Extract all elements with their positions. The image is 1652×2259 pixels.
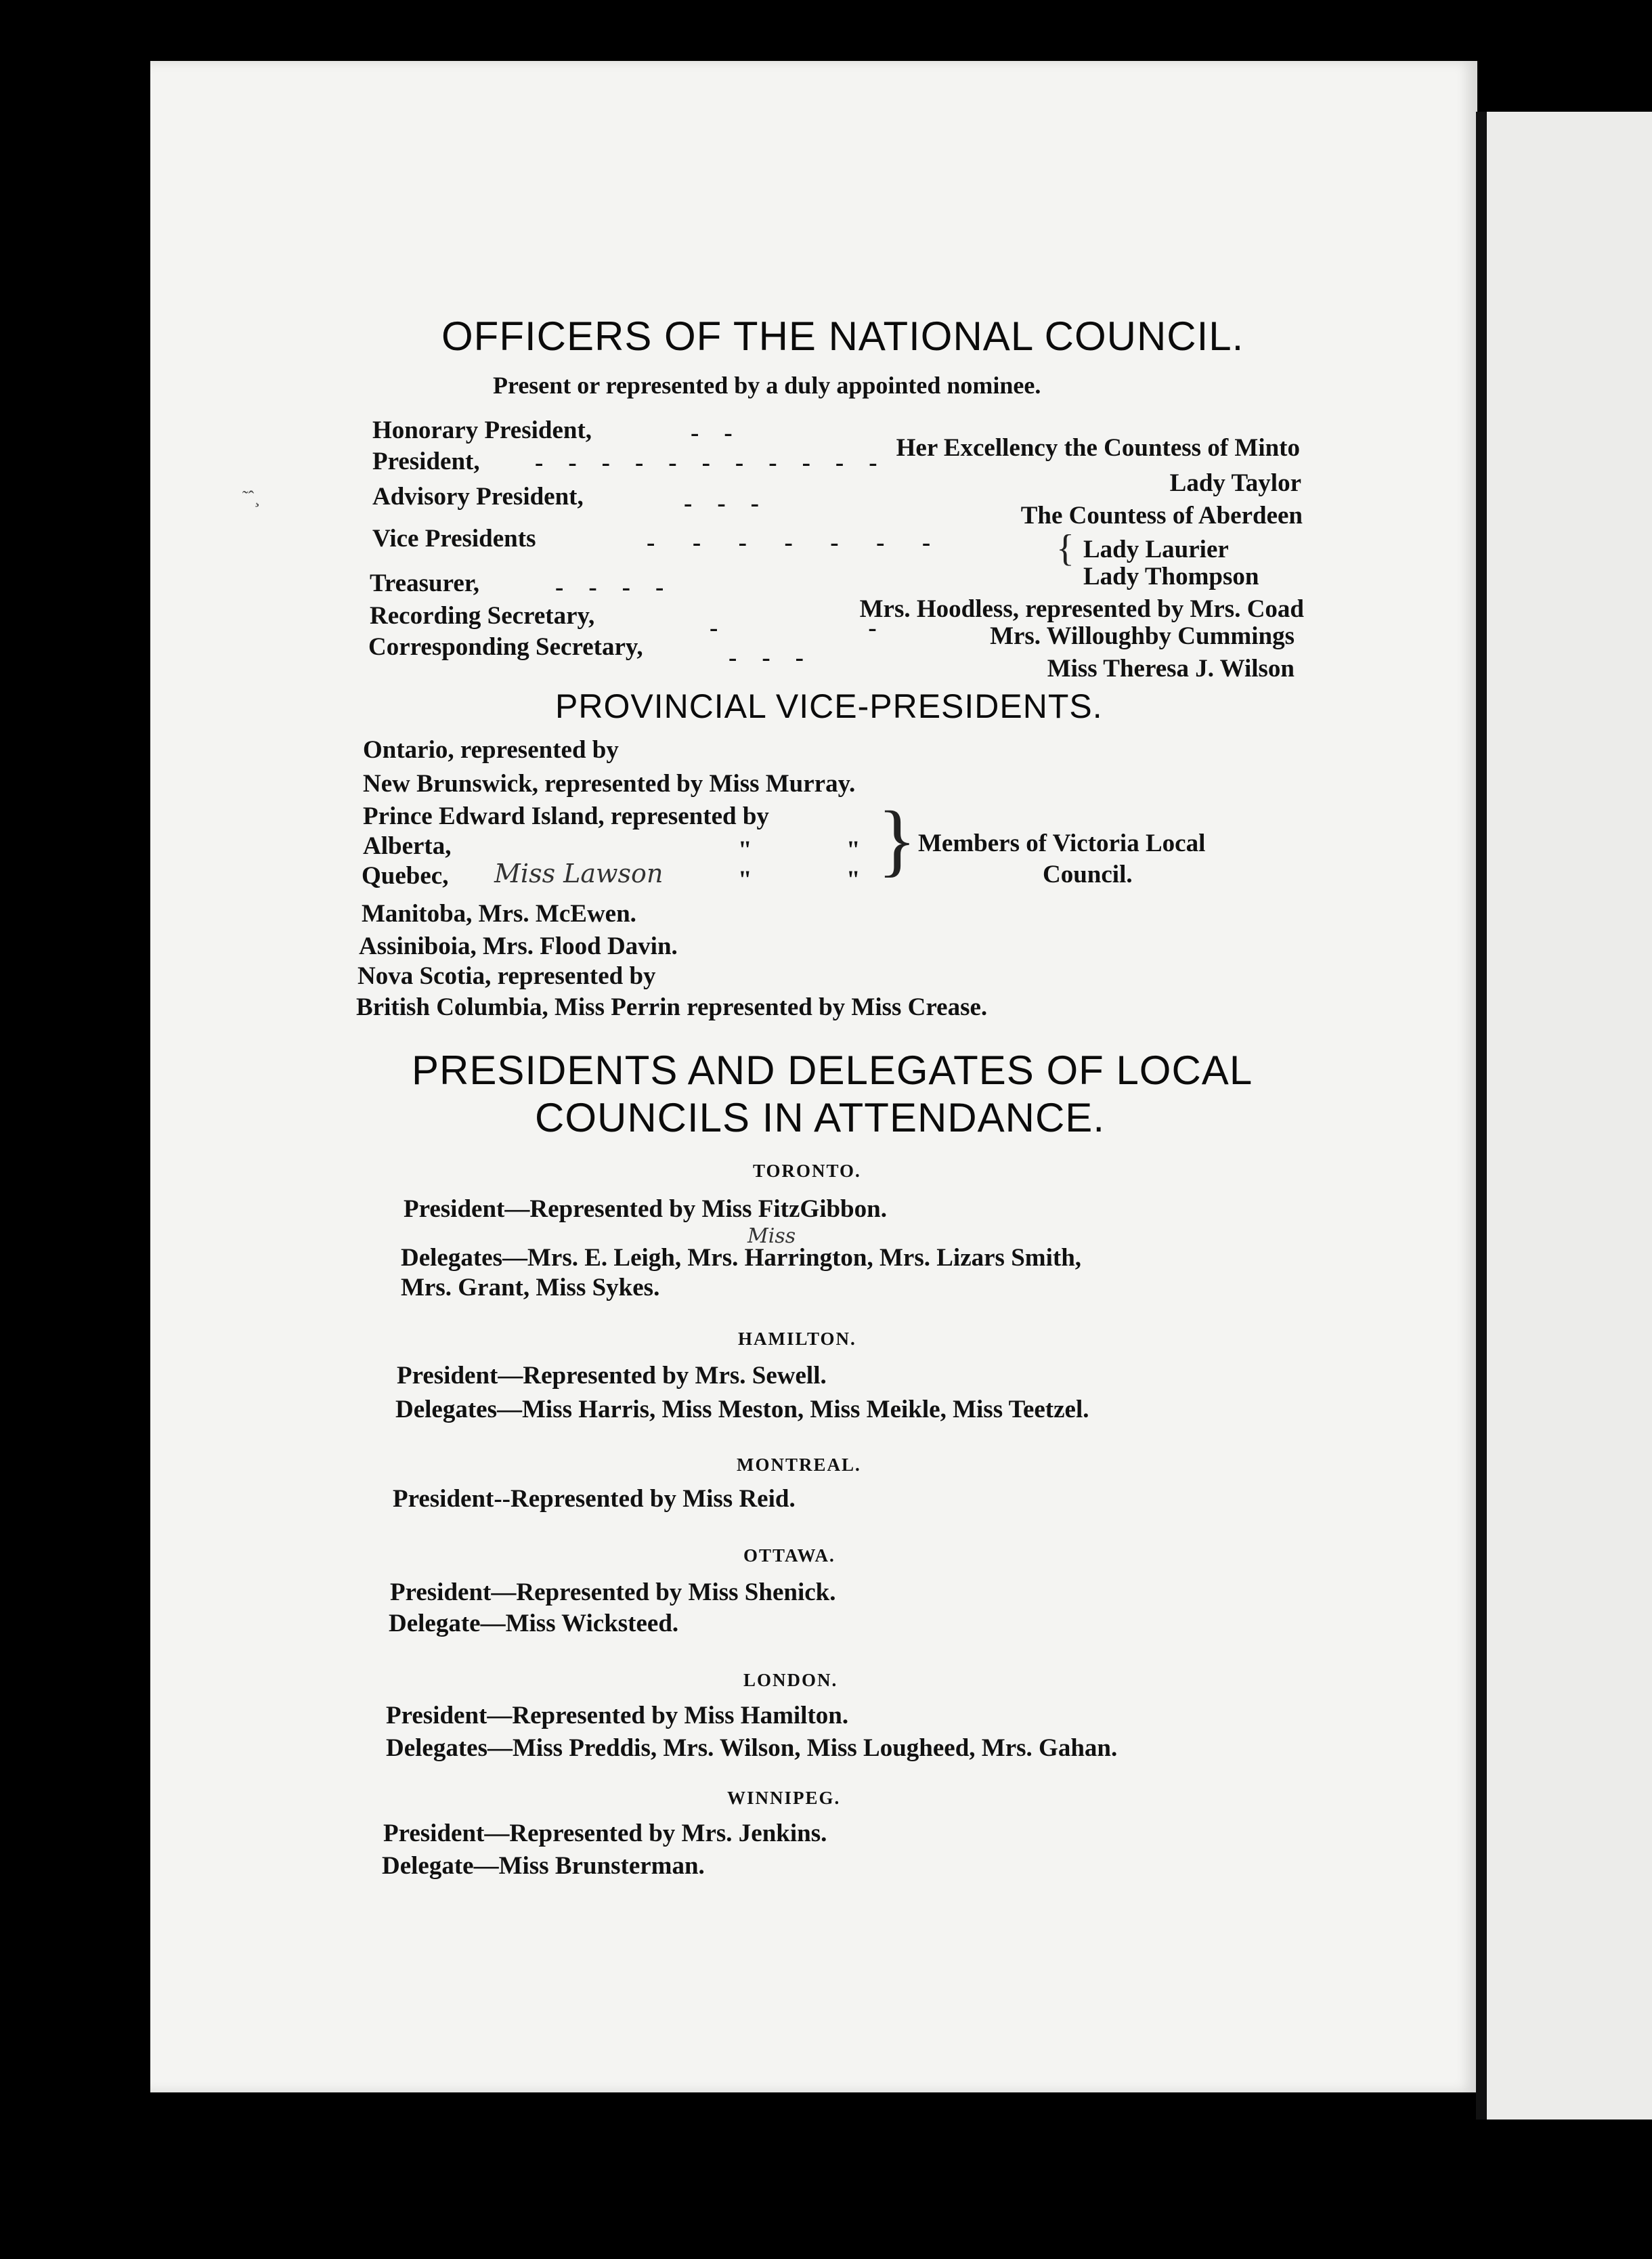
officer-name: Mrs. Hoodless, represented by Mrs. Coad [859, 595, 1304, 623]
province-line: British Columbia, Miss Perrin represented by Miss Crease. [356, 993, 988, 1021]
officer-name: Mrs. Willoughby Cummings [990, 622, 1295, 650]
council-line: President—Represented by Miss FitzGibbon. [404, 1195, 887, 1223]
leader-dots: - - [691, 419, 733, 447]
officers-subheading: Present or represented by a duly appointed nominee. [493, 372, 1041, 399]
officer-role: Advisory President, [372, 483, 584, 511]
province-line: Manitoba, Mrs. McEwen. [362, 900, 636, 928]
officer-name: Lady Taylor [1169, 469, 1301, 497]
city-heading: LONDON. [743, 1670, 838, 1690]
leader-dots: - - [710, 614, 877, 642]
officer-role: Vice Presidents [372, 525, 536, 553]
officer-name: The Countess of Aberdeen [1020, 502, 1303, 530]
local-heading-line1: PRESIDENTS AND DELEGATES OF LOCAL [412, 1048, 1253, 1093]
province-line: Prince Edward Island, represented by [363, 802, 769, 830]
officer-role: Recording Secretary, [370, 602, 595, 630]
city-heading: WINNIPEG. [727, 1788, 841, 1808]
officer-name: Her Excellency the Countess of Minto [896, 434, 1300, 462]
leader-dots: - - - - [555, 574, 664, 601]
council-line: President--Represented by Miss Reid. [393, 1485, 796, 1513]
brace-icon: { [1056, 528, 1074, 569]
council-line: President—Represented by Mrs. Jenkins. [383, 1820, 827, 1847]
province-line: Assiniboia, Mrs. Flood Davin. [359, 932, 678, 960]
council-line: Delegates—Mrs. E. Leigh, Mrs. Harrington, Mrs. Lizars Smith, [401, 1244, 1082, 1272]
council-line: Delegate—Miss Wicksteed. [389, 1610, 679, 1637]
province-line: New Brunswick, represented by Miss Murray. [363, 770, 856, 798]
officer-name: Lady Thompson [1083, 563, 1259, 590]
council-line: Delegates—Miss Preddis, Mrs. Wilson, Miss Lougheed, Mrs. Gahan. [386, 1734, 1118, 1762]
leader-dots: - - - - - - - - - - - [535, 449, 877, 477]
officer-name: Lady Laurier [1083, 536, 1229, 563]
city-heading: HAMILTON. [738, 1329, 856, 1349]
handwritten-annotation: Miss [747, 1224, 796, 1248]
province-line: Nova Scotia, represented by [357, 962, 656, 990]
ditto-mark: " [846, 836, 861, 864]
leader-dots: - - - - - - - [647, 529, 931, 557]
leader-dots: - - - [729, 644, 804, 672]
group-note: Council. [1043, 861, 1133, 888]
province-line: Quebec, [362, 862, 449, 890]
ditto-mark: " [738, 836, 752, 864]
officer-role: Honorary President, [372, 416, 592, 444]
group-note: Members of Victoria Local [918, 830, 1206, 857]
city-heading: MONTREAL. [737, 1455, 861, 1475]
council-line: President—Represented by Miss Shenick. [390, 1578, 836, 1606]
officer-role: Treasurer, [370, 569, 480, 597]
ditto-mark: " [738, 866, 752, 894]
council-line: President—Represented by Mrs. Sewell. [397, 1362, 827, 1390]
city-heading: OTTAWA. [743, 1545, 835, 1566]
provincial-heading: PROVINCIAL VICE-PRESIDENTS. [555, 687, 1103, 725]
officer-role: Corresponding Secretary, [368, 633, 643, 661]
council-line: Mrs. Grant, Miss Sykes. [401, 1274, 660, 1301]
council-line: Delegate—Miss Brunsterman. [382, 1852, 705, 1880]
officer-name: Miss Theresa J. Wilson [1047, 655, 1295, 683]
province-line: Alberta, [363, 832, 452, 860]
province-line: Ontario, represented by [363, 736, 619, 764]
margin-pencil-mark: ˜ˆ¸ [242, 488, 260, 507]
officer-role: President, [372, 448, 480, 475]
ditto-mark: " [846, 866, 861, 894]
local-heading-line2: COUNCILS IN ATTENDANCE. [535, 1095, 1105, 1140]
council-line: President—Represented by Miss Hamilton. [386, 1702, 849, 1729]
handwritten-annotation: Miss Lawson [494, 859, 664, 888]
facing-page-edge [1487, 112, 1652, 2120]
leader-dots: - - - [684, 490, 759, 517]
brace-icon: } [877, 794, 917, 884]
council-line: Delegates—Miss Harris, Miss Meston, Miss Meikle, Miss Teetzel. [395, 1396, 1089, 1423]
city-heading: TORONTO. [753, 1161, 861, 1181]
officers-heading: OFFICERS OF THE NATIONAL COUNCIL. [441, 314, 1244, 359]
